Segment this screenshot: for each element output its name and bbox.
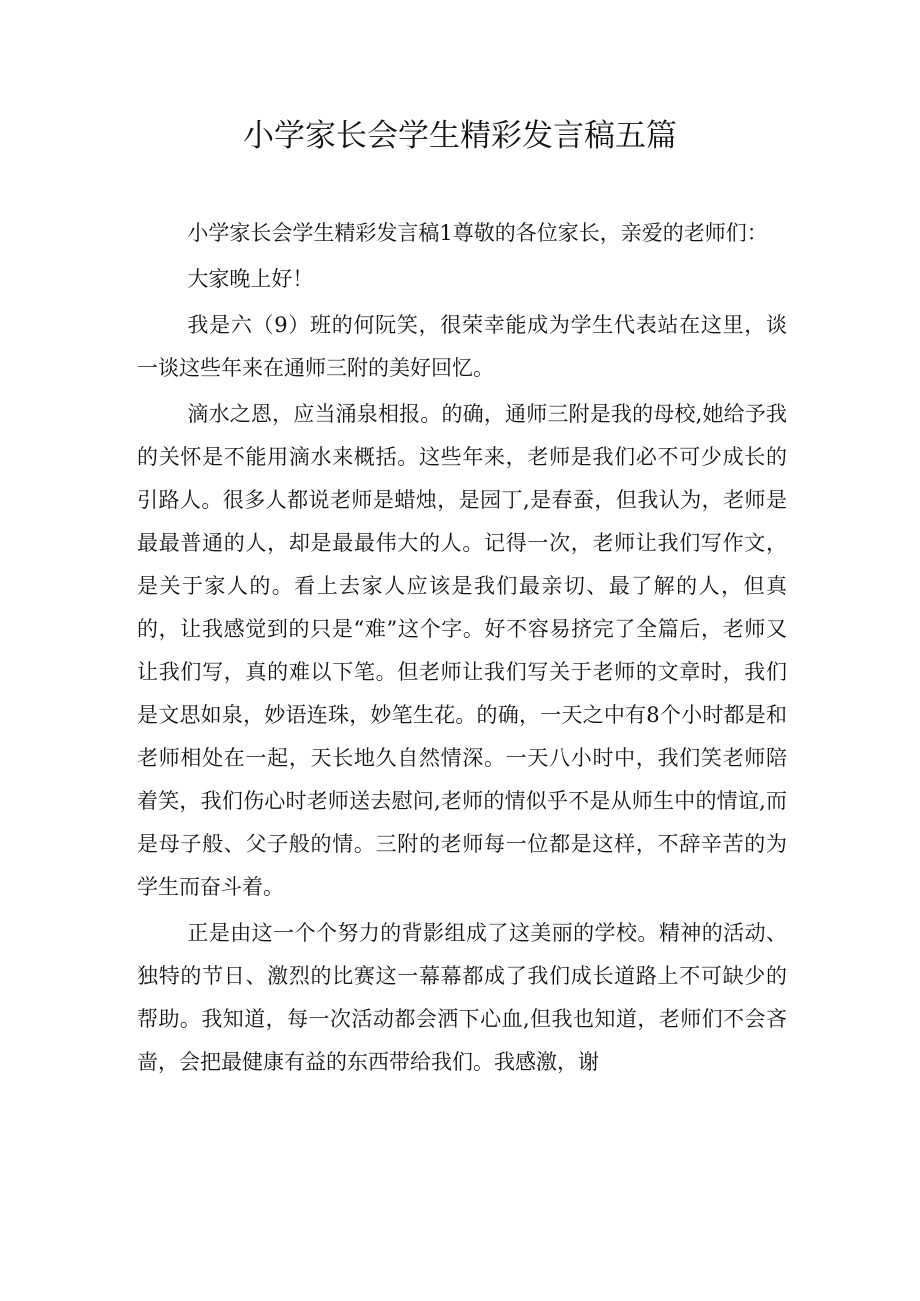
- paragraph-teachers: 滴水之恩，应当涌泉相报。的确，通师三附是我的母校,她给予我的关怀是不能用滴水来概括。这些年来，老师是我们必不可少成长的引路人。很多人都说老师是蜡烛，是园丁,是春蚕，但我认为，老师是最最普通的人，却是最最伟大的人。记得一次，老师让我们写作文，是关于家人的。看上去家人应该是我们最亲切、最了解的人，但真的，让我感觉到的只是“难”这个字。好不容易挤完了全篇后，老师又让我们写，真的难以下笔。但老师让我们写关于老师的文章时，我们是文思如泉，妙语连珠，妙笔生花。的确，一天之中有8个小时都是和老师相处在一起，天长地久自然情深。一天八小时中，我们笑老师陪着笑，我们伤心时老师送去慰问,老师的情似乎不是从师生中的情谊,而是母子般、父子般的情。三附的老师每一位都是这样，不辞辛苦的为学生而奋斗着。: [137, 402, 787, 899]
- paragraph-school: 正是由这一个个努力的背影组成了这美丽的学校。精神的活动、独特的节日、激烈的比赛这一幕幕都成了我们成长道路上不可缺少的帮助。我知道，每一次活动都会洒下心血,但我也知道，老师们不会吝啬，会把最健康有益的东西带给我们。我感激，谢: [137, 921, 787, 1074]
- paragraph-good-evening: 大家晚上好！: [187, 267, 314, 291]
- paragraph-greeting: 小学家长会学生精彩发言稿1尊敬的各位家长，亲爱的老师们：: [187, 221, 768, 245]
- document-title: 小学家长会学生精彩发言稿五篇: [243, 118, 677, 154]
- paragraph-introduction: 我是六（9）班的何阮笑，很荣幸能成为学生代表站在这里，谈一谈这些年来在通师三附的美好回忆。: [137, 313, 787, 380]
- document-body: [137, 212, 787, 1087]
